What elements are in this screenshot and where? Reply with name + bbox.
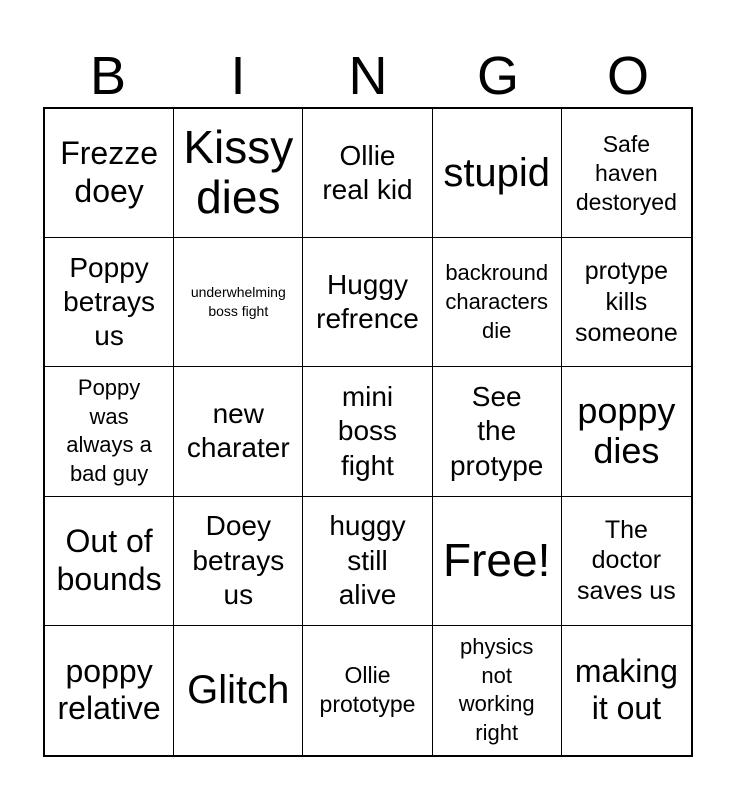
cell-text: making it out	[574, 652, 678, 727]
cell-text: Ollie prototype	[319, 662, 416, 718]
cell-text: Frezze doey	[60, 135, 158, 210]
bingo-cell[interactable]	[562, 626, 691, 755]
bingo-board	[43, 107, 693, 757]
bingo-cell[interactable]	[562, 367, 691, 496]
bingo-cell[interactable]	[45, 497, 174, 626]
cell-text: mini boss fight	[337, 381, 398, 481]
bingo-cell[interactable]	[562, 238, 691, 367]
cell-text: stupid	[443, 151, 551, 196]
cell-text: Poppy was always a bad guy	[66, 375, 152, 487]
cell-text: protype kills someone	[574, 257, 678, 347]
header-letter-i: I	[230, 46, 246, 106]
cell-text: physics not working right	[458, 634, 535, 745]
bingo-cell[interactable]	[174, 626, 303, 755]
bingo-cell[interactable]	[433, 238, 562, 367]
cell-text: huggy still alive	[329, 510, 406, 610]
bingo-cell[interactable]	[174, 109, 303, 238]
cell-text: Poppy betrays us	[63, 252, 155, 352]
bingo-cell[interactable]	[303, 497, 432, 626]
cell-text: new charater	[186, 398, 290, 464]
bingo-cell[interactable]	[303, 238, 432, 367]
bingo-cell[interactable]	[174, 367, 303, 496]
header-letter-o: O	[606, 46, 649, 106]
cell-text: underwhelming boss fight	[190, 283, 286, 320]
bingo-cell[interactable]	[45, 367, 174, 496]
cell-text: See the protype	[449, 381, 544, 481]
bingo-cell[interactable]	[303, 626, 432, 755]
free-space-cell[interactable]	[433, 497, 562, 626]
free-space-text: Free!	[443, 533, 551, 586]
cell-text: poppy relative	[57, 652, 161, 727]
cell-text: The doctor saves us	[577, 515, 676, 606]
bingo-cell[interactable]	[562, 109, 691, 238]
bingo-cell[interactable]	[433, 367, 562, 496]
header-letter-b: B	[89, 46, 127, 106]
bingo-cell[interactable]	[303, 367, 432, 496]
bingo-cell[interactable]	[174, 497, 303, 626]
bingo-cell[interactable]	[433, 626, 562, 755]
bingo-cell[interactable]	[562, 497, 691, 626]
header-letter-n: N	[348, 46, 388, 106]
bingo-header	[43, 48, 693, 104]
header-letter-g: G	[476, 46, 519, 106]
cell-text: Huggy refrence	[316, 269, 419, 335]
cell-text: Safe haven destoryed	[575, 130, 677, 215]
cell-text: Kissy dies	[183, 121, 294, 224]
bingo-cell[interactable]	[433, 109, 562, 238]
cell-text: Out of bounds	[56, 522, 162, 597]
bingo-cell[interactable]	[45, 238, 174, 367]
cell-text: Glitch	[187, 668, 290, 713]
cell-text: Ollie real kid	[322, 139, 413, 206]
bingo-cell[interactable]	[45, 626, 174, 755]
bingo-cell[interactable]	[45, 109, 174, 238]
bingo-cell[interactable]	[303, 109, 432, 238]
cell-text: poppy dies	[577, 390, 676, 472]
cell-text: backround characters die	[445, 260, 549, 343]
cell-text: Doey betrays us	[192, 510, 285, 610]
bingo-cell[interactable]	[174, 238, 303, 367]
